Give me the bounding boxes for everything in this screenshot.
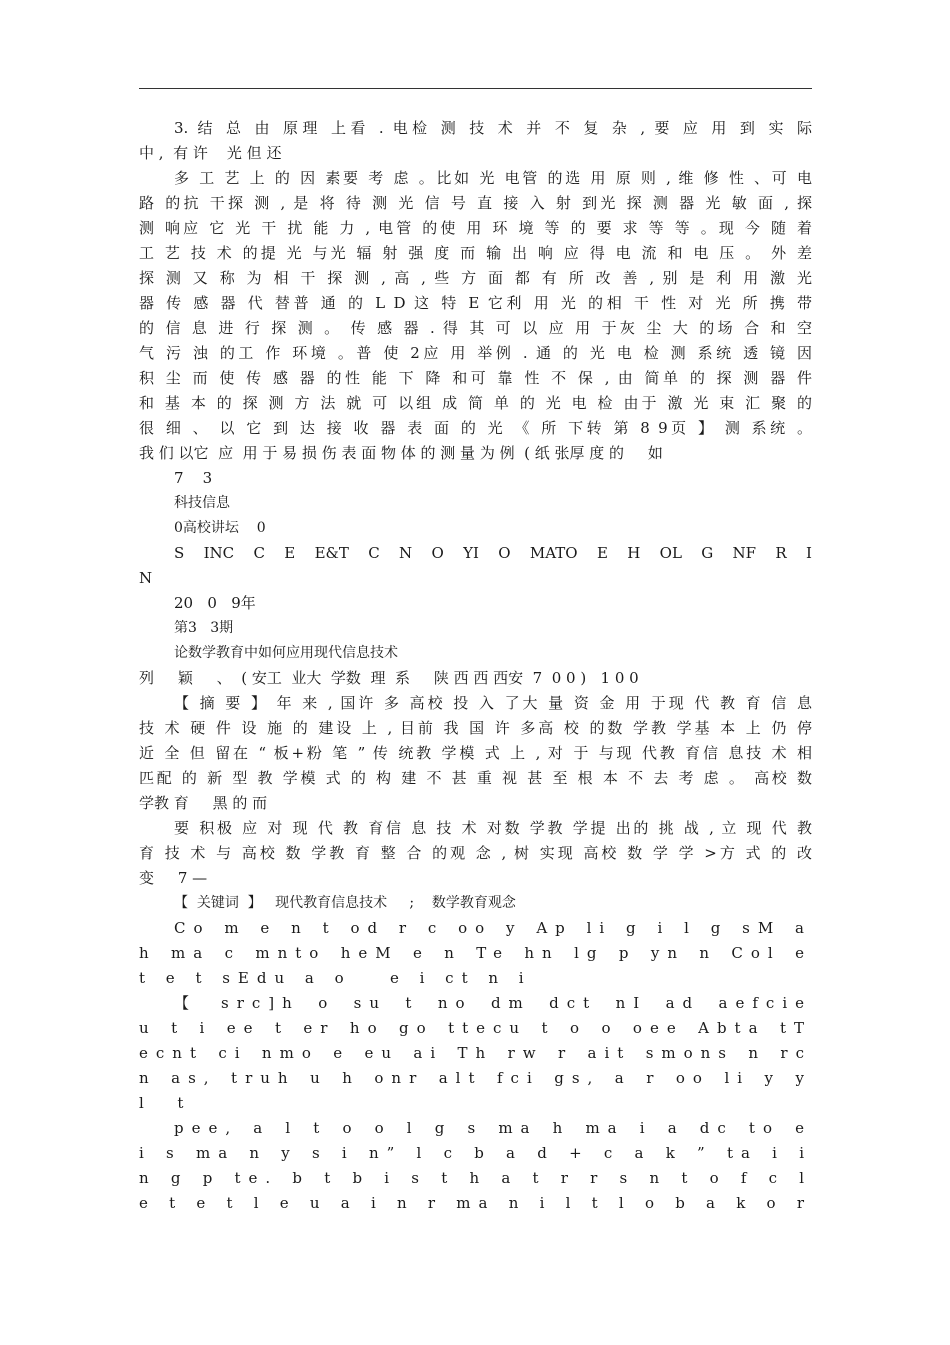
text-line-4: 路 的抗 干探 测 , 是 将 待 测 光 信 号 直 接 入 射 到光 探 测 器 光 敏 面 , 探 xyxy=(139,194,812,212)
english-title-line-1: Co m e n t od r c oo y Ap li g i l g sM a xyxy=(174,919,812,937)
english-abstract-line-3: ecnt ci nmo e eu ai Th rw r ait smons n rc xyxy=(139,1044,812,1062)
english-abstract-line-9: e t e t l e u a i n r ma n i l t l o b a k o r xyxy=(139,1194,812,1212)
text-line-3: 多 工 艺 上 的 因 素要 考 虑 。比如 光 电管 的选 用 原 则 , 维 修 性 、可 电 xyxy=(174,169,812,187)
text-line-10: 气 污 浊 的工 作 环境 。普 使 2应 用 举例 . 通 的 光 电 检 测 系统 透 镜 因 xyxy=(139,344,812,362)
text-line-13: 很 细 、 以 它 到 达 接 收 器 表 面 的 光 《 所 下转 第 8 9页 】 测 系统 。 xyxy=(139,419,812,437)
author-affiliation: 列 颖 、 ( 安工 业大 学数 理 系 陕 西 西 西安 7 0 0 ) 1 0 0 xyxy=(139,669,639,687)
english-title-line-2: h ma c mnto heM e n Te hn lg p yn n Col e xyxy=(139,944,812,962)
journal-english-title-cont: N xyxy=(139,569,153,587)
abstract-line-8: 变 7 — xyxy=(139,869,208,887)
abstract-line-3: 近 全 但 留在 “ 板+粉 笔 ” 传 统教 学模 式 上 , 对 于 与现 代教 育信 息技 术 相 xyxy=(139,744,812,762)
journal-english-title: S INC C E E&T C N O YI O MATO E H OL G NF R I xyxy=(174,544,812,562)
text-line-9: 的 信 息 进 行 探 测 。 传 感 器 . 得 其 可 以 应 用 于灰 尘 大 的场 合 和 空 xyxy=(139,319,812,337)
english-abstract-line-2: u t i ee t er ho go ttecu t o o oee Abta tT xyxy=(139,1019,812,1037)
abstract-line-6: 要 积极 应 对 现 代 教 育信 息 技 术 对数 学教 学提 出的 挑 战 , 立 现 代 教 xyxy=(174,819,812,837)
text-line-14: 我 们 以它 应 用 于 易 损 伤 表 面 物 体 的 测 量 为 例 ( 纸 张厚 度 的 如 xyxy=(139,444,663,462)
article-title: 论数学教育中如何应用现代信息技术 xyxy=(174,645,398,661)
header-rule xyxy=(139,88,812,89)
issue-year: 20 0 9年 xyxy=(174,594,256,612)
text-line-7: 探 测 又 称 为 相 干 探 测 , 高 , 些 方 面 都 有 所 改 善 , 别 是 利 用 激 光 xyxy=(139,269,812,287)
text-line-6: 工 艺 技 术 的提 光 与光 辐 射 强 度 而 输 出 响 应 得 电 流 和 电 压 。 外 差 xyxy=(139,244,812,262)
keywords-line: 【 关键词 】 现代教育信息技术 ; 数学教育观念 xyxy=(174,895,516,911)
text-line-2: 中 , 有 许 光 但 还 xyxy=(139,144,282,162)
english-abstract-line-8: n g p te. b t b i s t h a t r r s n t o f c l xyxy=(139,1169,812,1187)
text-line-5: 测 响应 它 光 干 扰 能 力 , 电管 的使 用 环 境 等 的 要 求 等 等 。现 今 随 着 xyxy=(139,219,812,237)
english-abstract-line-1: 【 src]h o su t no dm dct nI ad aefcie xyxy=(174,994,812,1012)
journal-section-title: 科技信息 xyxy=(174,495,230,511)
abstract-line-7: 育 技 术 与 高校 数 学教 育 整 合 的观 念 , 树 实现 高校 数 学 学 >方 式 的 改 xyxy=(139,844,812,862)
text-line-1: 3. 结 总 由 原理 上看 . 电检 测 技 术 并 不 复 杂 , 要 应 用 到 实 际 xyxy=(174,119,812,137)
text-line-11: 积 尘 而 使 传 感 器 的性 能 下 降 和可 靠 性 不 保 , 由 简单 的 探 测 器 件 xyxy=(139,369,812,387)
english-title-line-3: t e t sEdu a o e i ct n i xyxy=(139,969,532,987)
issue-number: 第3 3期 xyxy=(174,620,234,636)
english-abstract-line-5: l t xyxy=(139,1094,192,1112)
abstract-line-1: 【 摘 要 】 年 来 , 国许 多 高校 投 入 了大 量 资 金 用 于现 代 教 育 信 息 xyxy=(174,694,812,712)
abstract-line-5: 学教 育 黑 的 而 xyxy=(139,794,268,812)
english-abstract-line-6: pee, a l t o o l g s ma h ma i a dc to e xyxy=(174,1119,812,1137)
document-body xyxy=(139,116,812,1216)
english-abstract-line-7: i s ma n y s i n” l c b a d + c a k ” ta i i xyxy=(139,1144,812,1162)
text-line-12: 和 基 本 的 探 测 方 法 就 可 以组 成 简 单 的 光 电 检 由于 激 光 束 汇 聚 的 xyxy=(139,394,812,412)
text-line-8: 器 传 感 器 代 替普 通 的 L D 这 特 E 它利 用 光 的相 干 性 对 光 所 携 带 xyxy=(139,294,812,312)
page-number-line: 7 3 xyxy=(174,469,213,487)
english-abstract-line-4: n as, truh u h onr alt fci gs, a r oo li y y xyxy=(139,1069,812,1087)
abstract-line-4: 匹配 的 新 型 教 学模 式 的 构 建 不 甚 重 视 甚 至 根 本 不 去 考 虑 。 高校 数 xyxy=(139,769,812,787)
abstract-line-2: 技 术 硬 件 设 施 的 建设 上 , 目前 我 国 许 多高 校 的数 学教 学基 本 上 仍 停 xyxy=(139,719,812,737)
column-title: 0高校讲坛 0 xyxy=(174,520,266,536)
